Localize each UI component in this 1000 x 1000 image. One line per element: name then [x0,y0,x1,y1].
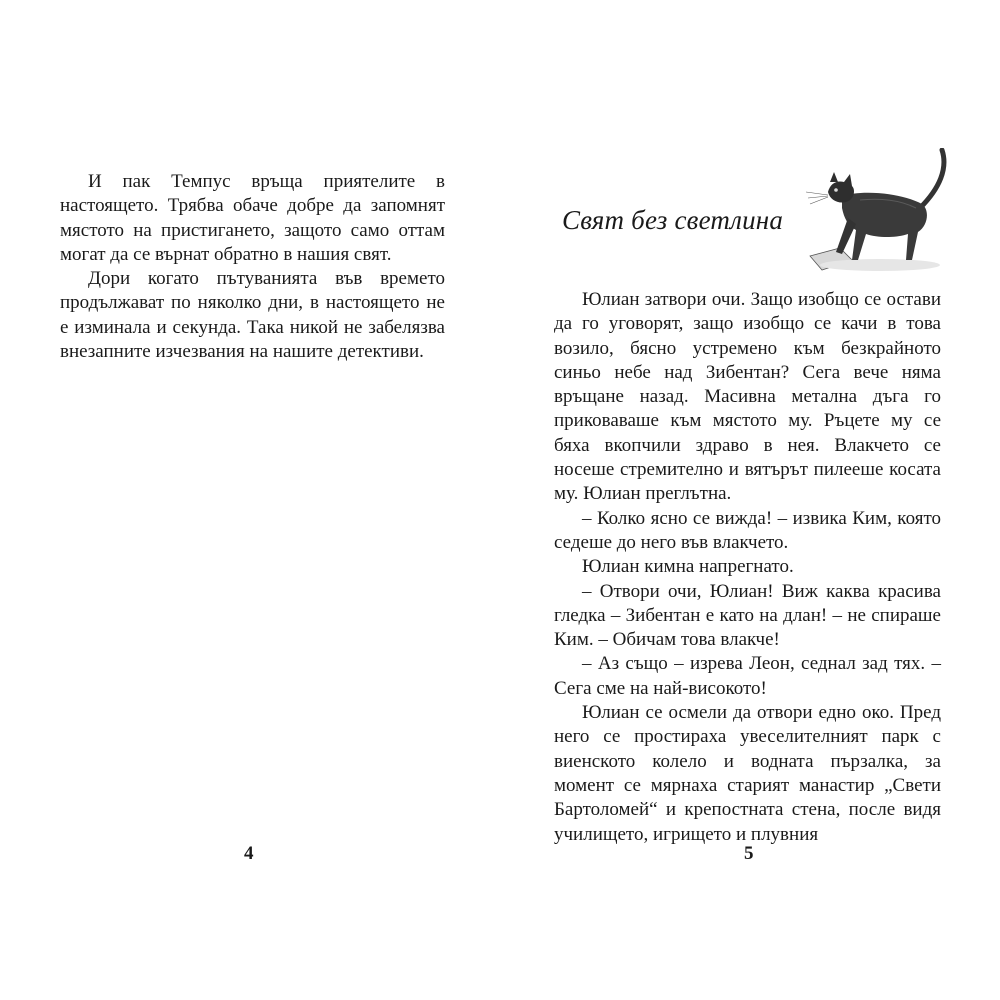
paragraph: – Аз също – изрева Леон, седнал зад тях. – Сега сме на най-високото! [554,653,941,699]
page-number: 5 [744,843,754,864]
paragraph: Дори когато пътуванията във времето продължават по няколко дни, в настоящето не е изминала и секунда. Така никой не забелязва внезапните изчезвания на нашите детективи. [60,268,445,363]
paragraph: – Отвори очи, Юлиан! Виж каква красива гледка – Зибентан е като на длан! – не спираше Ким. – Обичам това влакче! [554,580,941,651]
cat-illustration [800,148,955,273]
chapter-title: Свят без светлина [562,205,784,235]
paragraph: Юлиан кимна напрегнато. [582,556,794,578]
paragraph: Юлиан затвори очи. Защо изобщо се остави да го уговорят, защо изобщо се качи в това возило, бясно устремено към безкрайното синьо небе над Зибентан? Сега вече няма връщане назад. Масивна метална дъга го приковаваше към мястото му. Ръцете му се бяха вкопчили здраво в нея. Влакчето се носеше стремително и вятърът пилееше косата му. Юлиан преглътна. [554,289,941,505]
page-number: 4 [244,843,254,864]
left-page-text [60,170,445,364]
right-page-text [554,288,941,847]
paragraph: Юлиан се осмели да отвори едно око. Пред него се простираха увеселителният парк с виенското колело и водната пързалка, за момент се мярнаха старият манастир „Свети Бартоломей“ и крепостната стена, после видя училището, игрището и плувния [554,702,941,845]
paragraph: – Колко ясно се вижда! – извика Ким, която седеше до него във влакчето. [554,507,941,553]
paragraph: И пак Темпус връща приятелите в настоящето. Трябва обаче добре да запомнят мястото на пристигането, защото само оттам могат да се върнат обратно в нашия свят. [60,171,445,265]
right-page [500,0,1000,1000]
